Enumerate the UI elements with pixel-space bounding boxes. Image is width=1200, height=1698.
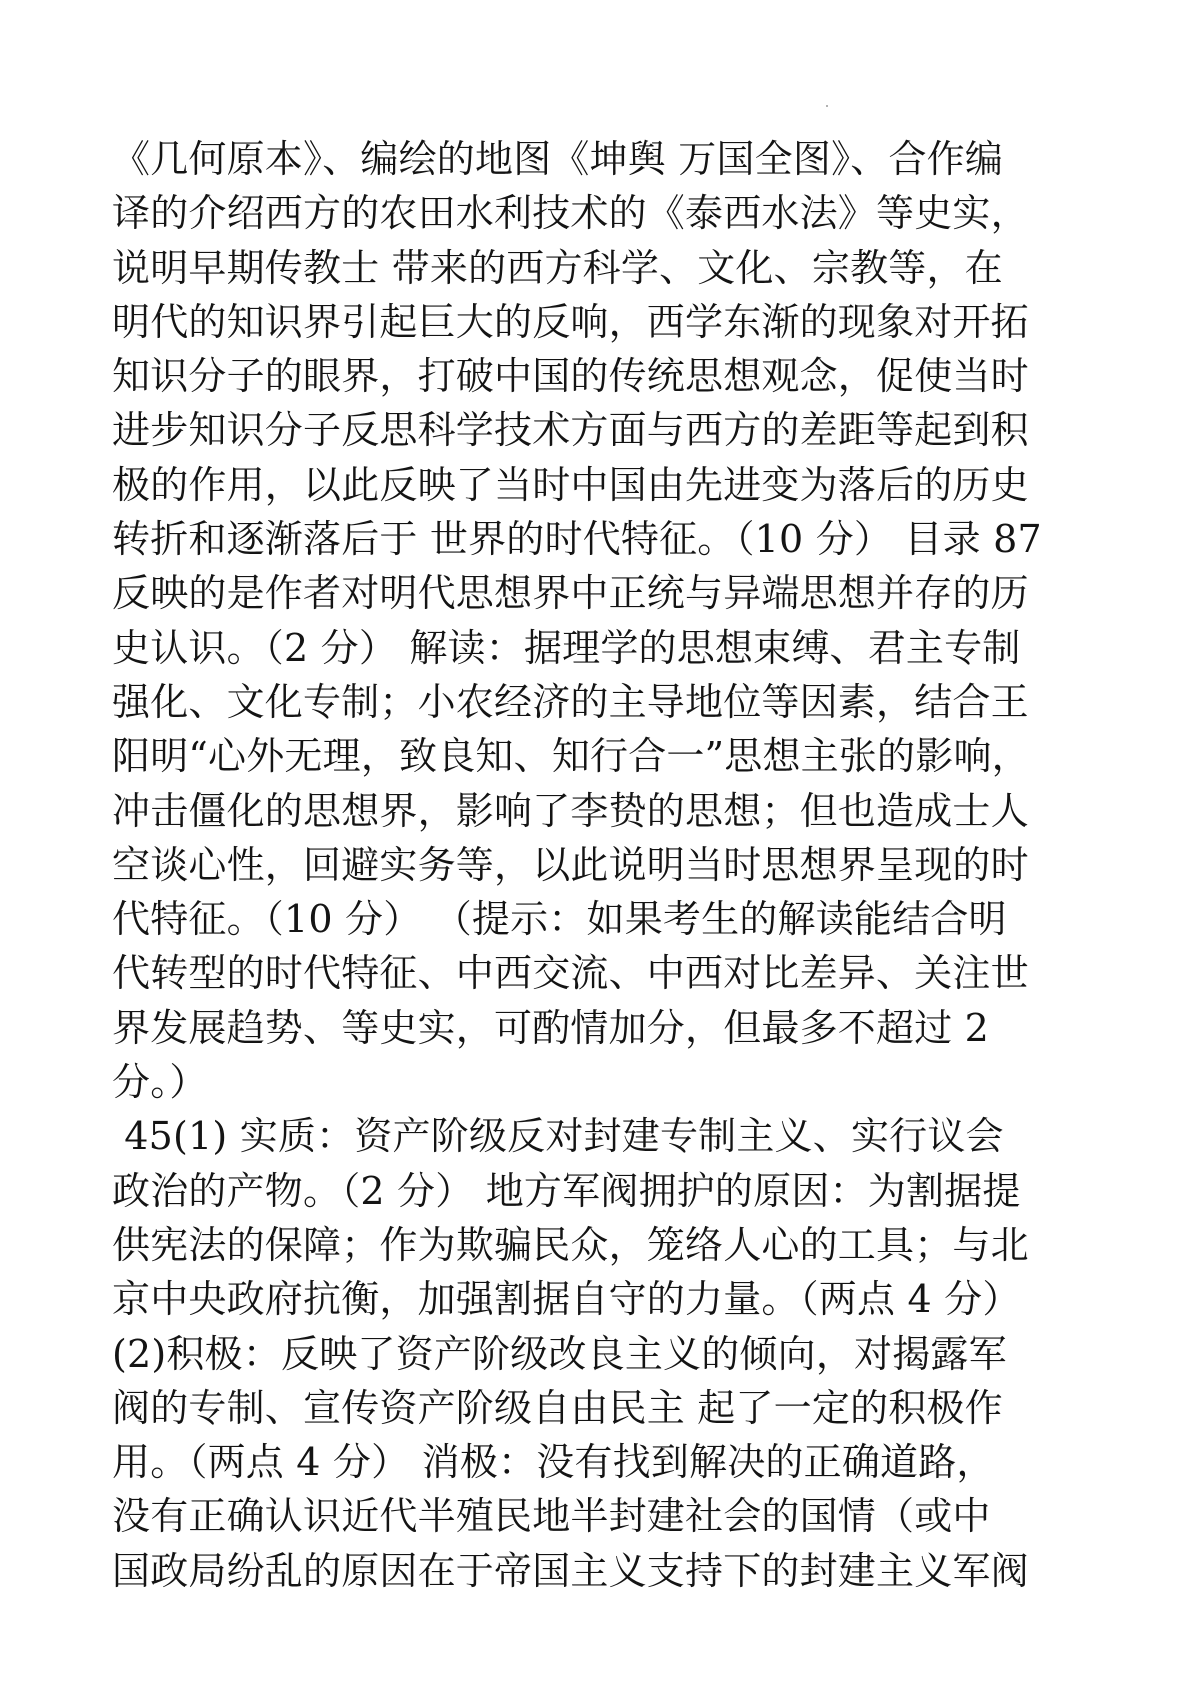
scan-speck bbox=[826, 105, 828, 107]
text-line: 阀的专制、宣传资产阶级自由民主 起了一定的积极作 bbox=[112, 1385, 1003, 1430]
text-line: 史认识。（2 分） 解读：据理学的思想束缚、君主专制 bbox=[112, 625, 1021, 670]
text-line: 极的作用，以此反映了当时中国由先进变为落后的历史 bbox=[112, 462, 1029, 507]
text-line: 国政局纷乱的原因在于帝国主义支持下的封建主义军阀 bbox=[112, 1548, 1029, 1593]
text-line: 明代的知识界引起巨大的反响，西学东渐的现象对开拓 bbox=[112, 299, 1029, 344]
text-line: 代特征。（10 分） （提示：如果考生的解读能结合明 bbox=[112, 897, 1007, 942]
text-line: 冲击僵化的思想界，影响了李贽的思想；但也造成士人 bbox=[112, 788, 1029, 833]
text-line: 代转型的时代特征、中西交流、中西对比差异、关注世 bbox=[112, 951, 1029, 996]
text-line: 进步知识分子反思科学技术方面与西方的差距等起到积 bbox=[112, 408, 1029, 453]
text-line: 界发展趋势、等史实，可酌情加分，但最多不超过 2 bbox=[112, 1005, 990, 1050]
text-line: 阳明“心外无理，致良知、知行合一”思想主张的影响， bbox=[112, 734, 1030, 779]
text-line: 政治的产物。（2 分） 地方军阀拥护的原因：为割据提 bbox=[112, 1168, 1021, 1213]
text-line: 供宪法的保障；作为欺骗民众，笼络人心的工具；与北 bbox=[112, 1222, 1029, 1267]
text-line: (2)积极：反映了资产阶级改良主义的倾向，对揭露军 bbox=[112, 1331, 1007, 1376]
text-line: 知识分子的眼界，打破中国的传统思想观念，促使当时 bbox=[112, 354, 1029, 399]
question-45-start-line: 45(1) 实质：资产阶级反对封建专制主义、实行议会 bbox=[112, 1114, 1004, 1159]
text-line: 强化、文化专制；小农经济的主导地位等因素，结合王 bbox=[112, 679, 1029, 724]
text-line: 译的介绍西方的农田水利技术的《泰西水法》等史实， bbox=[112, 191, 1029, 236]
text-line: 没有正确认识近代半殖民地半封建社会的国情（或中 bbox=[112, 1494, 991, 1539]
text-line: 反映的是作者对明代思想界中正统与异端思想并存的历 bbox=[112, 571, 1029, 616]
answer-text-block bbox=[112, 132, 1112, 1598]
text-line: 空谈心性，回避实务等，以此说明当时思想界呈现的时 bbox=[112, 842, 1029, 887]
text-line: 京中央政府抗衡，加强割据自守的力量。（两点 4 分） bbox=[112, 1277, 1021, 1322]
text-line: 分。） bbox=[112, 1060, 208, 1105]
text-line: 用。（两点 4 分） 消极：没有找到解决的正确道路， bbox=[112, 1440, 995, 1485]
text-line: 转折和逐渐落后于 世界的时代特征。（10 分） 目录 87 bbox=[112, 517, 1042, 562]
text-line: 《几何原本》、编绘的地图《坤舆 万国全图》、合作编 bbox=[112, 137, 1004, 181]
text-line: 说明早期传教士 带来的西方科学、文化、宗教等，在 bbox=[112, 245, 1003, 290]
